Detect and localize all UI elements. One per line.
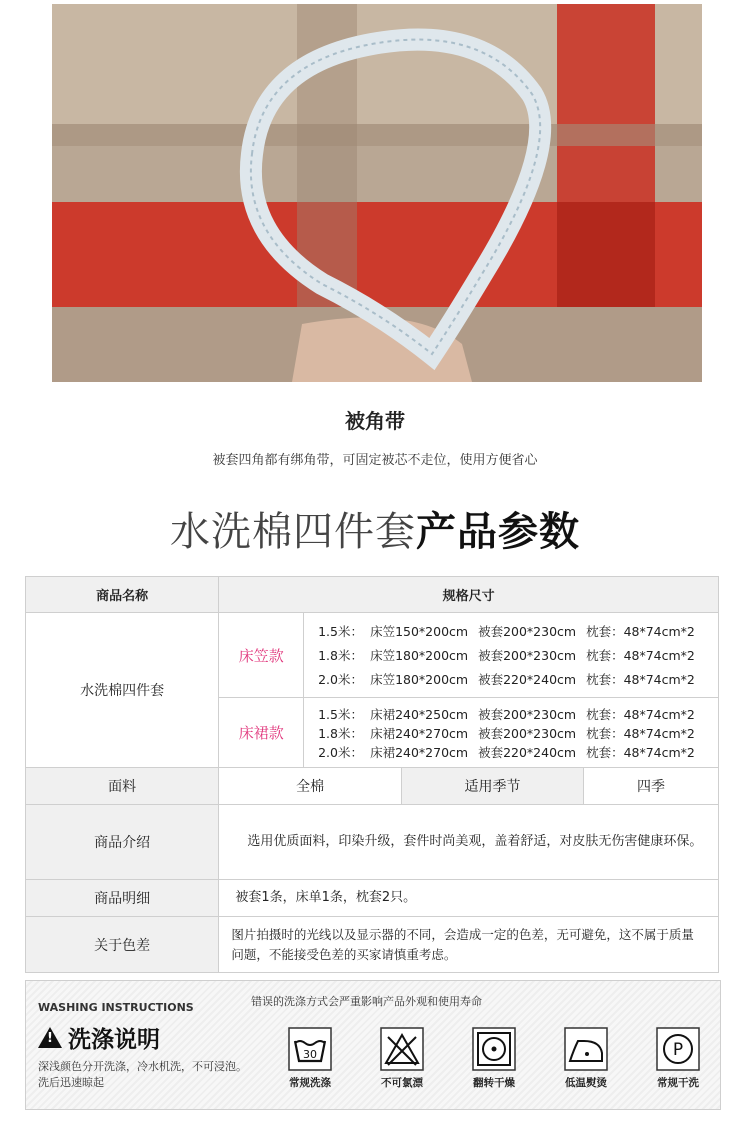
care-label: 翻转干燥 [473, 1077, 515, 1089]
table-header-row [26, 577, 719, 613]
svg-text:30: 30 [303, 1048, 317, 1061]
dry-clean-icon [656, 1027, 700, 1071]
section-title-bold: 产品参数 [416, 509, 580, 555]
washing-tip: 深浅颜色分开洗涤，冷水机洗，不可浸泡。洗后迅速晾起 [38, 1060, 247, 1089]
color-value: 图片拍摄时的光线以及显示器的不同，会造成一定的色差，无可避免，这不属于质量问题，不能接受色差的买家请慎重考虑。 [219, 917, 719, 973]
header-name: 商品名称 [26, 577, 219, 613]
size-line: 1.8米： 床裙240*270cm 被套200*230cm 枕套：48*74cm*2 [318, 725, 695, 741]
product-photo [52, 4, 702, 382]
care-label: 常规洗涤 [289, 1077, 331, 1089]
size-line: 2.0米： 床笠180*200cm 被套220*240cm 枕套：48*74cm*2 [318, 672, 695, 687]
intro-label: 商品介绍 [26, 805, 219, 880]
season-label: 适用季节 [402, 768, 584, 805]
care-item [632, 1027, 724, 1090]
style-fitted: 床笠款 [219, 613, 304, 698]
product-name: 水洗棉四件套 [26, 613, 219, 768]
caption-title: 被角带 [345, 409, 405, 433]
size-line: 1.5米： 床笠150*200cm 被套200*230cm 枕套：48*74cm*2 [318, 624, 695, 639]
care-item [264, 1027, 356, 1090]
size-line: 1.8米： 床笠180*200cm 被套200*230cm 枕套：48*74cm*2 [318, 648, 695, 663]
style-skirt: 床裙款 [219, 698, 304, 768]
no-bleach-icon [380, 1027, 424, 1071]
care-item [540, 1027, 632, 1090]
washing-title-en: WASHING INSTRUCTIONS [38, 1001, 194, 1014]
fitted-sizes [304, 613, 719, 698]
size-line: 1.5米： 床裙240*250cm 被套200*230cm 枕套：48*74cm*2 [318, 706, 695, 722]
care-item [448, 1027, 540, 1090]
warning-icon: ! [38, 1027, 62, 1048]
fitted-row [26, 613, 719, 698]
spec-table [25, 576, 719, 973]
care-label: 低温熨烫 [565, 1077, 607, 1089]
detail-value: 被套1条，床单1条，枕套2只。 [219, 880, 719, 917]
fabric-label: 面料 [26, 768, 219, 805]
care-label: 常规干洗 [657, 1077, 699, 1089]
caption-subtitle: 被套四角都有绑角带，可固定被芯不走位，使用方便省心 [212, 453, 538, 468]
washing-title-cn-text: 洗涤说明 [68, 1027, 160, 1053]
section-title [0, 500, 750, 557]
washing-headline: 错误的洗涤方式会严重影响产品外观和使用寿命 [251, 995, 482, 1008]
svg-text:P: P [672, 1040, 684, 1060]
detail-label: 商品明细 [26, 880, 219, 917]
care-icons [264, 1027, 724, 1090]
intro-row [26, 805, 719, 880]
washing-title-cn [38, 1021, 160, 1054]
care-item [356, 1027, 448, 1090]
color-row [26, 917, 719, 973]
intro-value: 选用优质面料，印染升级，套件时尚美观，盖着舒适，对皮肤无伤害健康环保。 [219, 805, 719, 880]
low-iron-icon [564, 1027, 608, 1071]
detail-row [26, 880, 719, 917]
skirt-sizes [304, 698, 719, 768]
wash-30-icon [288, 1027, 332, 1071]
care-label: 不可氯漂 [381, 1077, 423, 1089]
fabric-row [26, 768, 719, 805]
header-spec: 规格尺寸 [219, 577, 719, 613]
fabric-value: 全棉 [219, 768, 402, 805]
size-line: 2.0米： 床裙240*270cm 被套220*240cm 枕套：48*74cm*2 [318, 744, 695, 760]
color-label: 关于色差 [26, 917, 219, 973]
tumble-dry-icon [472, 1027, 516, 1071]
season-value: 四季 [583, 768, 718, 805]
washing-instructions [25, 980, 721, 1110]
plaid-fabric-photo [52, 4, 702, 382]
section-title-light: 水洗棉四件套 [170, 509, 416, 555]
